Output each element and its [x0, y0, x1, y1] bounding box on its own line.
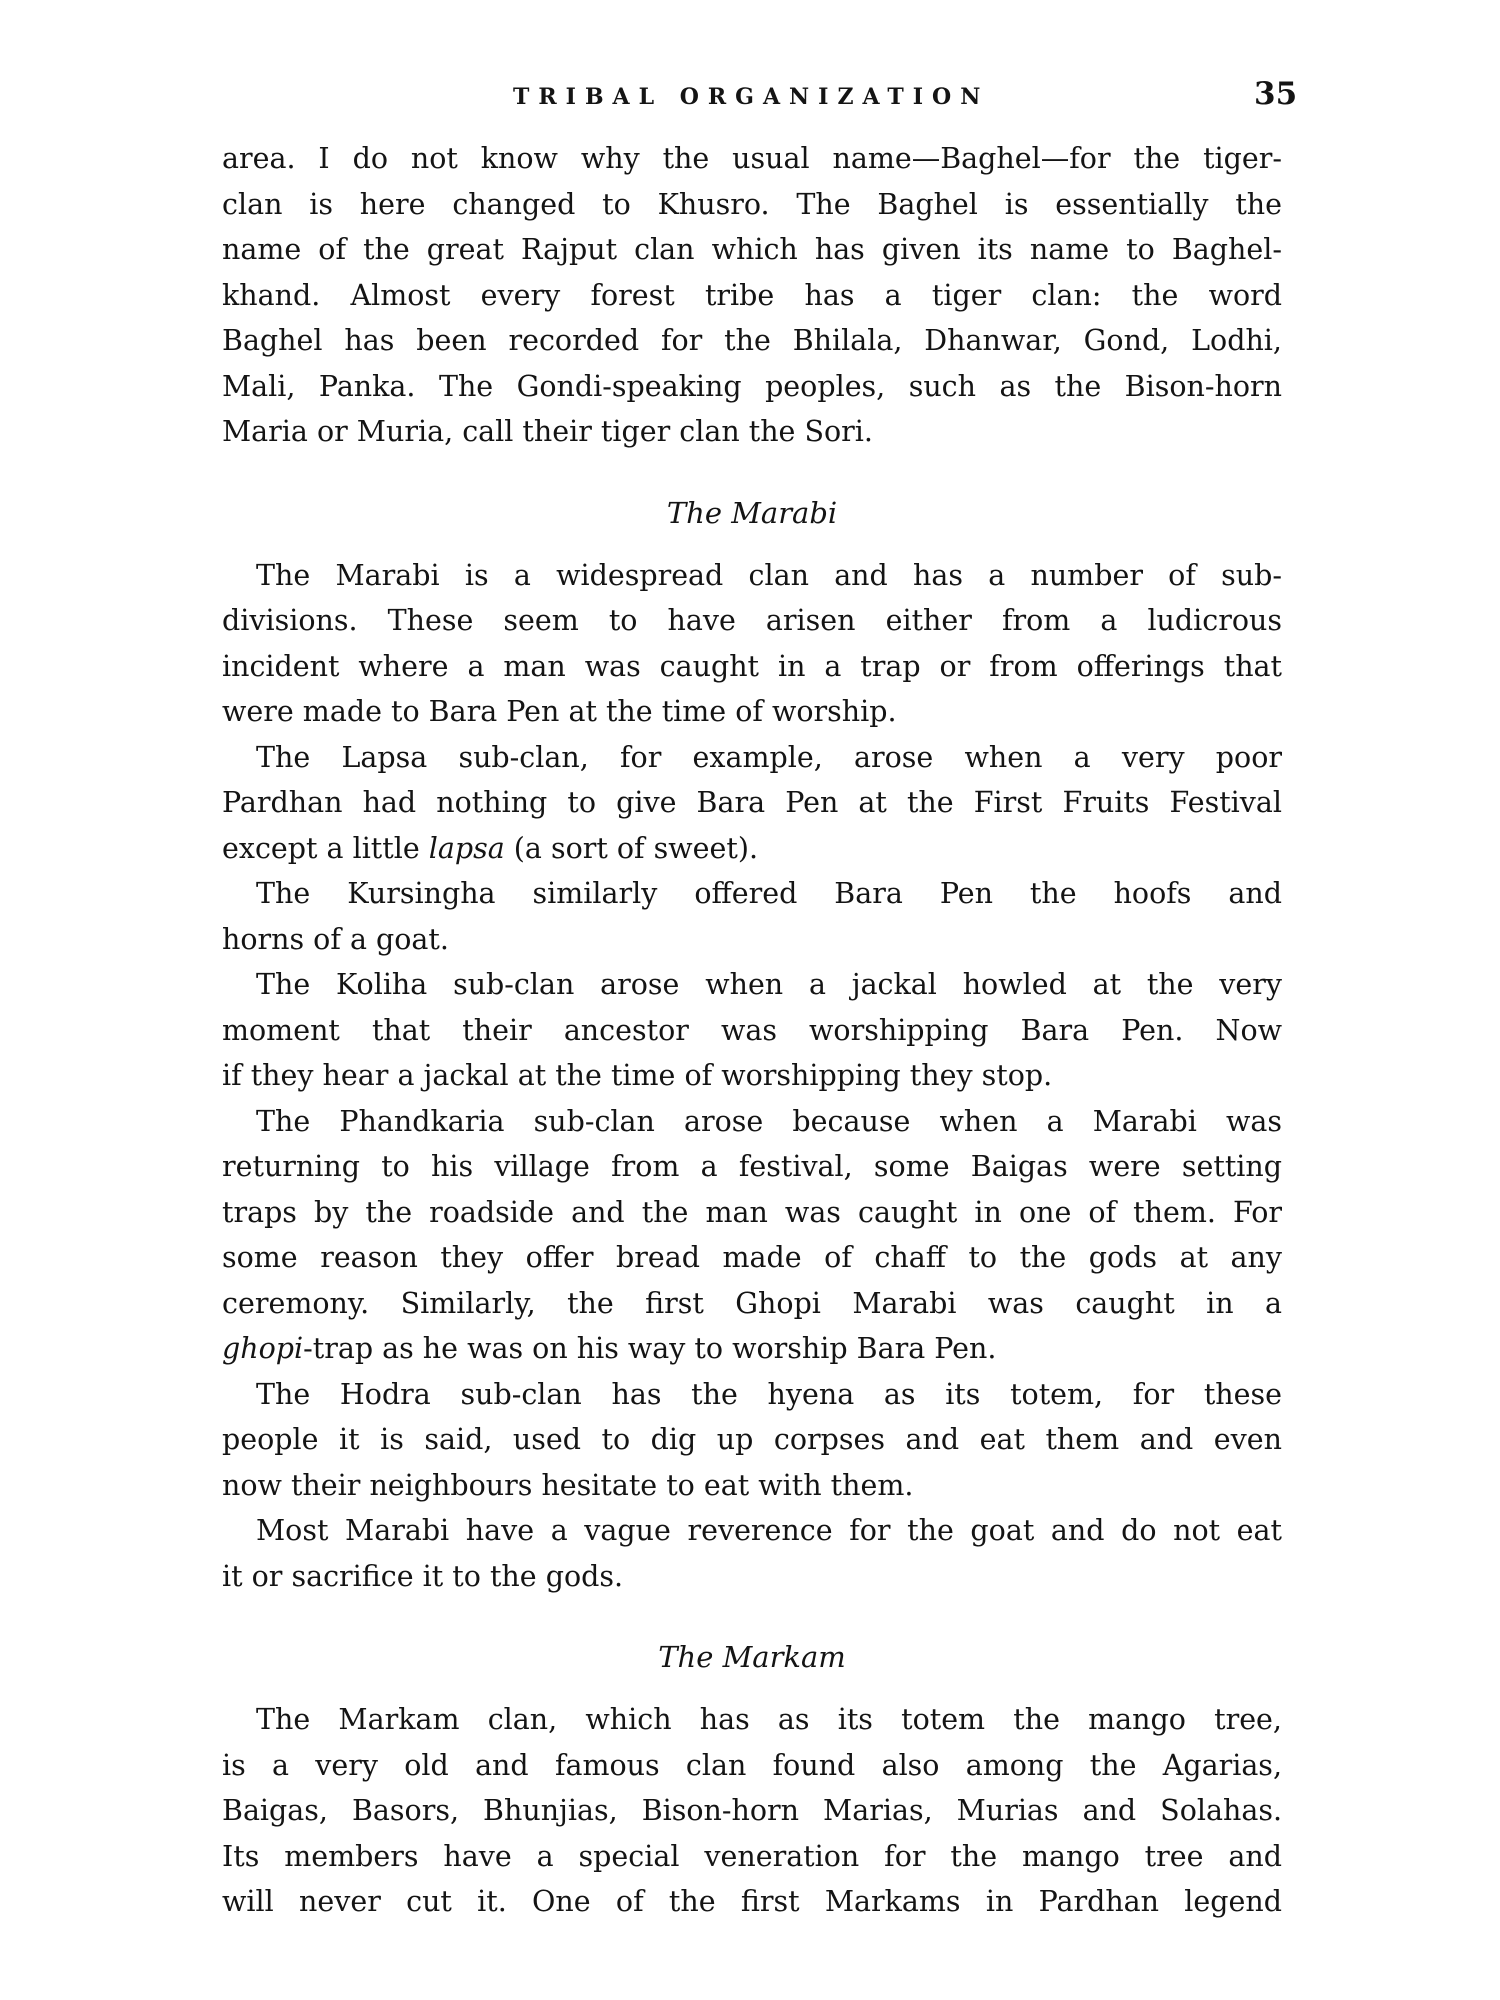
- running-title: TRIBAL ORGANIZATION: [513, 84, 990, 110]
- text-line: will never cut it. One of the first Markams in Pardhan legend: [222, 1885, 1282, 1918]
- text-line: The Marabi is a widespread clan and has a number of sub-: [256, 558, 1282, 592]
- text-line: The Kursingha similarly offered Bara Pen the hoofs and: [256, 877, 1282, 910]
- text-line: ceremony. Similarly, the first Ghopi Marabi was caught in a: [222, 1286, 1282, 1320]
- text-line: traps by the roadside and the man was caught in one of them. For: [222, 1195, 1282, 1229]
- text-line: were made to Bara Pen at the time of worship.: [222, 695, 897, 728]
- text-line: name of the great Rajput clan which has given its name to Baghel-: [222, 233, 1282, 266]
- text-line: divisions. These seem to have arisen either from a ludicrous: [222, 604, 1282, 637]
- running-header: [0, 76, 1500, 122]
- text-line: incident where a man was caught in a trap or from offerings that: [222, 649, 1282, 683]
- marabi-paragraph-6: [222, 1372, 1282, 1509]
- section-heading-markam: The Markam: [658, 1640, 846, 1674]
- italic-term-ghopi: ghopi: [222, 1332, 304, 1365]
- text-line: Its members have a special veneration for the mango tree and: [222, 1839, 1282, 1873]
- marabi-paragraph-3: [222, 871, 1282, 962]
- text-run: -trap as he was on his way to worship Bara Pen.: [303, 1332, 997, 1365]
- text-line: Pardhan had nothing to give Bara Pen at the First Fruits Festival: [222, 786, 1282, 819]
- text-line: clan is here changed to Khusro. The Baghel is essentially the: [222, 187, 1282, 221]
- text-run: (a sort of sweet).: [504, 831, 759, 865]
- text-line: area. I do not know why the usual name—Baghel—for the tiger-: [222, 142, 1282, 175]
- text-line: some reason they offer bread made of chaff to the gods at any: [222, 1241, 1282, 1274]
- intro-paragraph: [222, 136, 1282, 455]
- text-line: it or sacrifice it to the gods.: [222, 1559, 624, 1593]
- text-line: horns of a goat.: [222, 922, 449, 956]
- text-line: Baigas, Basors, Bhunjias, Bison-horn Marias, Murias and Solahas.: [222, 1794, 1282, 1827]
- marabi-paragraph-7: [222, 1508, 1282, 1599]
- text-line: is a very old and famous clan found also among the Agarias,: [222, 1748, 1282, 1782]
- text-line: The Lapsa sub-clan, for example, arose when a very poor: [256, 740, 1282, 774]
- markam-paragraph-1: [222, 1697, 1282, 1925]
- text-line: moment that their ancestor was worshipping Bara Pen. Now: [222, 1013, 1282, 1047]
- text-run: except a little: [222, 831, 429, 865]
- marabi-paragraph-1: [222, 553, 1282, 735]
- text-line: people it is said, used to dig up corpses and eat them and even: [222, 1423, 1282, 1456]
- text-line: Baghel has been recorded for the Bhilala, Dhanwar, Gond, Lodhi,: [222, 324, 1282, 357]
- text-line: The Hodra sub-clan has the hyena as its totem, for these: [256, 1377, 1282, 1411]
- body-text: [222, 136, 1282, 1925]
- text-line: The Koliha sub-clan arose when a jackal howled at the very: [256, 968, 1282, 1001]
- text-line: [222, 1326, 1282, 1372]
- marabi-paragraph-5: [222, 1099, 1282, 1372]
- text-line: The Markam clan, which has as its totem the mango tree,: [256, 1703, 1282, 1736]
- text-line: khand. Almost every forest tribe has a tiger clan: the word: [222, 278, 1282, 312]
- page-number: 35: [1254, 76, 1298, 112]
- marabi-paragraph-4: [222, 962, 1282, 1099]
- text-line: Most Marabi have a vague reverence for the goat and do not eat: [256, 1514, 1282, 1547]
- text-line: if they hear a jackal at the time of worshipping they stop.: [222, 1059, 1053, 1092]
- text-line: now their neighbours hesitate to eat with them.: [222, 1468, 914, 1502]
- text-line: Mali, Panka. The Gondi-speaking peoples, such as the Bison-horn: [222, 369, 1282, 403]
- italic-term-lapsa: lapsa: [428, 831, 505, 865]
- text-line: returning to his village from a festival, some Baigas were setting: [222, 1150, 1282, 1183]
- marabi-paragraph-2: [222, 735, 1282, 872]
- text-line: [222, 826, 1282, 872]
- text-line: The Phandkaria sub-clan arose because when a Marabi was: [256, 1104, 1282, 1138]
- text-line: Maria or Muria, call their tiger clan the Sori.: [222, 415, 873, 448]
- section-heading-marabi: The Marabi: [666, 495, 838, 530]
